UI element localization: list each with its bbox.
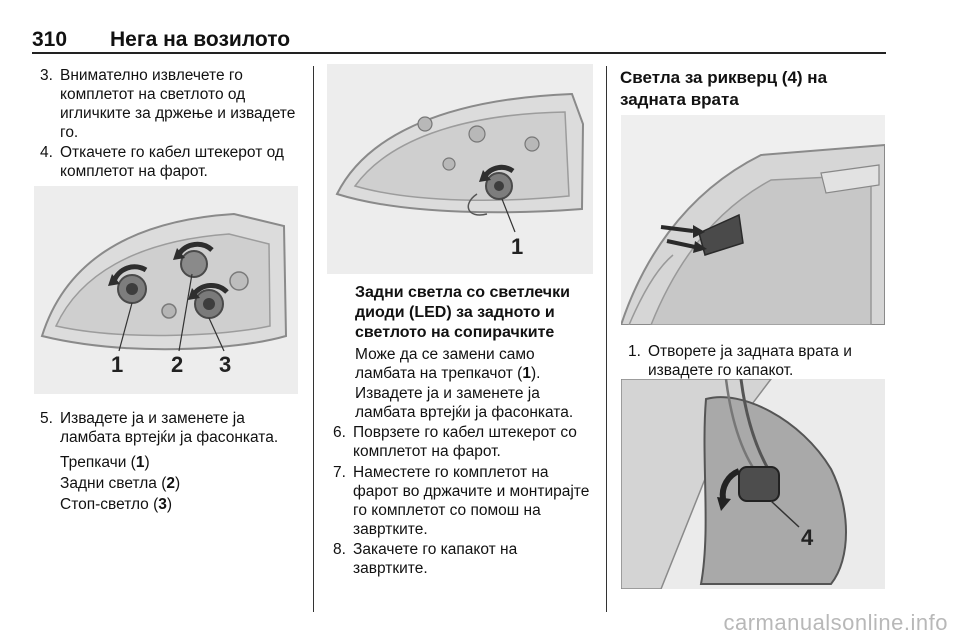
- para-text-end: ).: [530, 365, 541, 382]
- figure-label-1: 1: [511, 234, 524, 259]
- para-ref: 1: [522, 365, 531, 382]
- page-title: Нега на возилото: [110, 28, 291, 51]
- step-text: Поврзете го кабел штекерот со комплетот на фарот.: [353, 424, 577, 460]
- step-text: Внимателно извлечете го комплетот на светлото од игличките за држење и извадете го.: [60, 67, 296, 141]
- para-text: Може да се замени само ламбата на трепкачот (: [355, 346, 535, 382]
- figure-label-1: 1: [111, 352, 124, 377]
- para-turn-signal-only: [355, 345, 590, 383]
- step-7: [333, 463, 595, 539]
- legend-label: Стоп-светло: [60, 496, 149, 513]
- step-text: Откачете го кабел штекерот од комплетот на фарот.: [60, 144, 284, 180]
- step-8: [333, 540, 595, 578]
- reversing-lamp-socket-figure: [621, 379, 885, 589]
- footer-watermark: carmanualsonline.info: [723, 610, 948, 635]
- legend-item-2: Задни светла (2): [60, 475, 181, 492]
- page-number: 310: [32, 28, 68, 51]
- step-number: 1.: [628, 343, 641, 360]
- step-3: [40, 66, 302, 142]
- legend-item-3: Стоп-светло (3): [60, 496, 173, 513]
- para-replace-bulb: Извадете ја и заменете ја ламбата вртејќи ја фасонката.: [355, 385, 574, 421]
- step-text: Отворете ја задната врата и извадете го капакот.: [648, 343, 852, 379]
- subheading-led-lamps: Задни светла со светлечки диоди (LED) за задното и светлото на сопирачките: [355, 284, 570, 341]
- step-text: Наместете го комплетот на фарот во држачите и монтирајте го комплетот со помош на завртките.: [353, 464, 590, 538]
- section-heading-reversing-lights: Светла за рикверц (4) на задната врата: [620, 68, 828, 109]
- reversing-lamp-socket-illustration: [621, 379, 885, 589]
- legend-label: Задни светла: [60, 475, 157, 492]
- legend-label: Трепкачи: [60, 454, 127, 471]
- step-number: 8.: [333, 541, 346, 558]
- step-6: [333, 423, 598, 461]
- step-number: 7.: [333, 464, 346, 481]
- step-text: Извадете ја и заменете ја ламбата вртејќи ја фасонката.: [60, 410, 279, 446]
- header-rule: [32, 52, 886, 54]
- step-number: 3.: [40, 67, 53, 84]
- figure-label-2: 2: [171, 352, 184, 377]
- step-1: [628, 342, 883, 380]
- legend-item-1: Трепкачи (1): [60, 454, 150, 471]
- figure-label-3: 3: [219, 352, 232, 377]
- column-divider-right: [606, 66, 607, 612]
- legend-ref: 2: [166, 475, 175, 492]
- tail-lamp-rear-figure: [34, 186, 298, 394]
- column-divider-left: [313, 66, 314, 612]
- step-4: [40, 143, 304, 181]
- tailgate-illustration: [621, 115, 885, 325]
- figure-label-4: 4: [801, 525, 814, 550]
- legend-ref: 1: [135, 454, 145, 471]
- tail-lamp-rear-illustration: [34, 186, 298, 394]
- step-5: [40, 409, 304, 447]
- led-tail-lamp-illustration: [327, 64, 593, 274]
- tailgate-figure: [621, 115, 885, 325]
- legend-ref: 3: [158, 496, 167, 513]
- led-tail-lamp-figure: [327, 64, 593, 274]
- step-number: 6.: [333, 424, 346, 441]
- step-number: 5.: [40, 410, 53, 427]
- step-text: Закачете го капакот на завртките.: [353, 541, 518, 577]
- step-number: 4.: [40, 144, 53, 161]
